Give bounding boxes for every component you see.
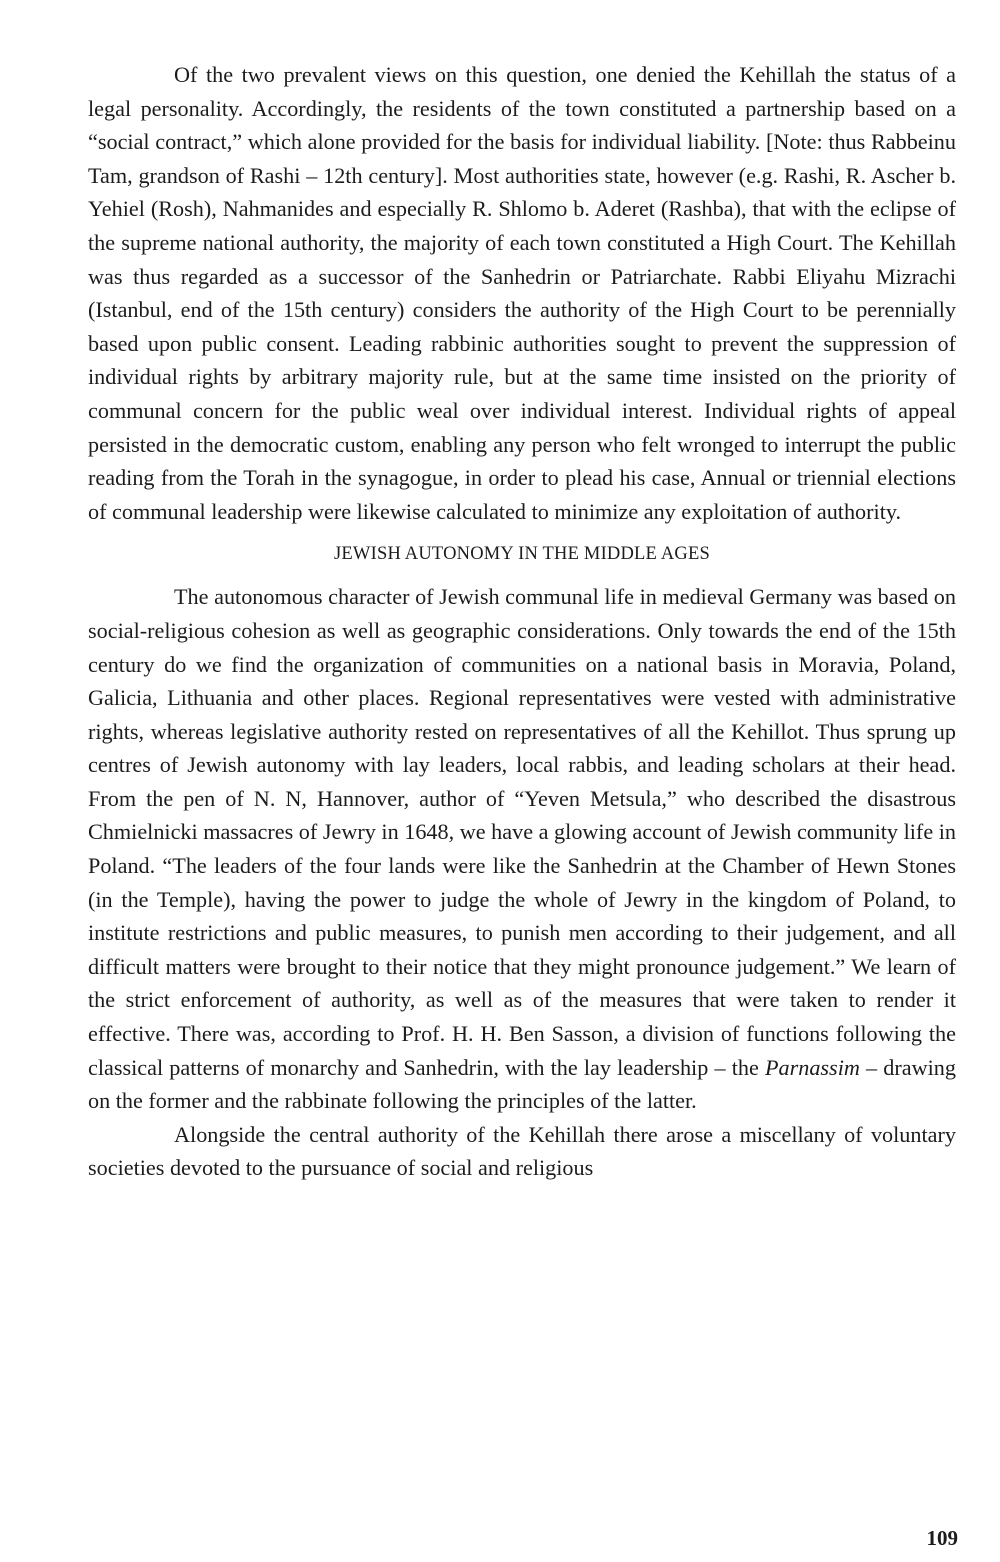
paragraph-text-continued: – drawing on the former and the rabbinate following the principles of the latter. [88, 1054, 956, 1114]
document-page [88, 58, 956, 1185]
page-number: 109 [926, 1526, 958, 1550]
italic-term: Parnassim [764, 1054, 860, 1080]
paragraph-jewish-autonomy [88, 580, 956, 1118]
paragraph-legal-personality: Of the two prevalent views on this question, one denied the Kehillah the status of a legal personality. Accordingly, the residents of the town constituted a partnership based on a “social contract,” which alone provided for the basis for individual liability. [Note: thus Rabbeinu Tam, grandson of Rashi – 12th century]. Most authorities state, however (e.g. Rashi, R. Ascher b. Yehiel (Rosh), Nahmanides and especially R. Shlomo b. Aderet (Rashba), that with the eclipse of the supreme national authority, the majority of each town constituted a High Court. The Kehillah was thus regarded as a successor of the Sanhedrin or Patriarchate. Rabbi Eliyahu Mizrachi (Istanbul, end of the 15th century) considers the authority of the High Court to be perennially based upon public consent. Leading rabbinic authorities sought to prevent the suppression of individual rights by arbitrary majority rule, but at the same time insisted on the priority of communal concern for the public weal over individual interest. Individual rights of appeal persisted in the democratic custom, enabling any person who felt wronged to interrupt the public reading from the Torah in the synagogue, in order to plead his case, Annual or triennial elections of communal leadership were likewise calculated to minimize any exploitation of authority. [88, 62, 956, 524]
section-heading: JEWISH AUTONOMY IN THE MIDDLE AGES [334, 544, 710, 565]
paragraph-text: The autonomous character of Jewish communal life in medieval Germany was based on social-religious cohesion as well as geographic considerations. Only towards the end of the 15th century do we find the organization of communities on a national basis in Moravia, Poland, Galicia, Lithuania and other places. Regional representatives were vested with administrative rights, whereas legislative authority rested on representatives of all the Kehillot. Thus sprung up centres of Jewish autonomy with lay leaders, local rabbis, and leading scholars at their head. From the pen of N. N, Hannover, author of “Yeven Metsula,” who described the disastrous Chmielnicki massacres of Jewry in 1648, we have a glowing account of Jewish community life in Poland. “The leaders of the four lands were like the Sanhedrin at the Chamber of Hewn Stones (in the Temple), having the power to judge the whole of Jewry in the kingdom of Poland, to institute restrictions and public measures, to punish men according to their judgement, and all difficult matters were brought to their notice that they might pronounce judgement.” We learn of the strict enforcement of authority, as well as of the measures that were taken to render it effective. There was, according to Prof. H. H. Ben Sasson, a division of functions following the classical patterns of monarchy and Sanhedrin, with the lay leadership – the [88, 584, 956, 1080]
paragraph-voluntary-societies: Alongside the central authority of the Kehillah there arose a miscellany of voluntary societies devoted to the pursuance of social and religious [88, 1121, 956, 1181]
